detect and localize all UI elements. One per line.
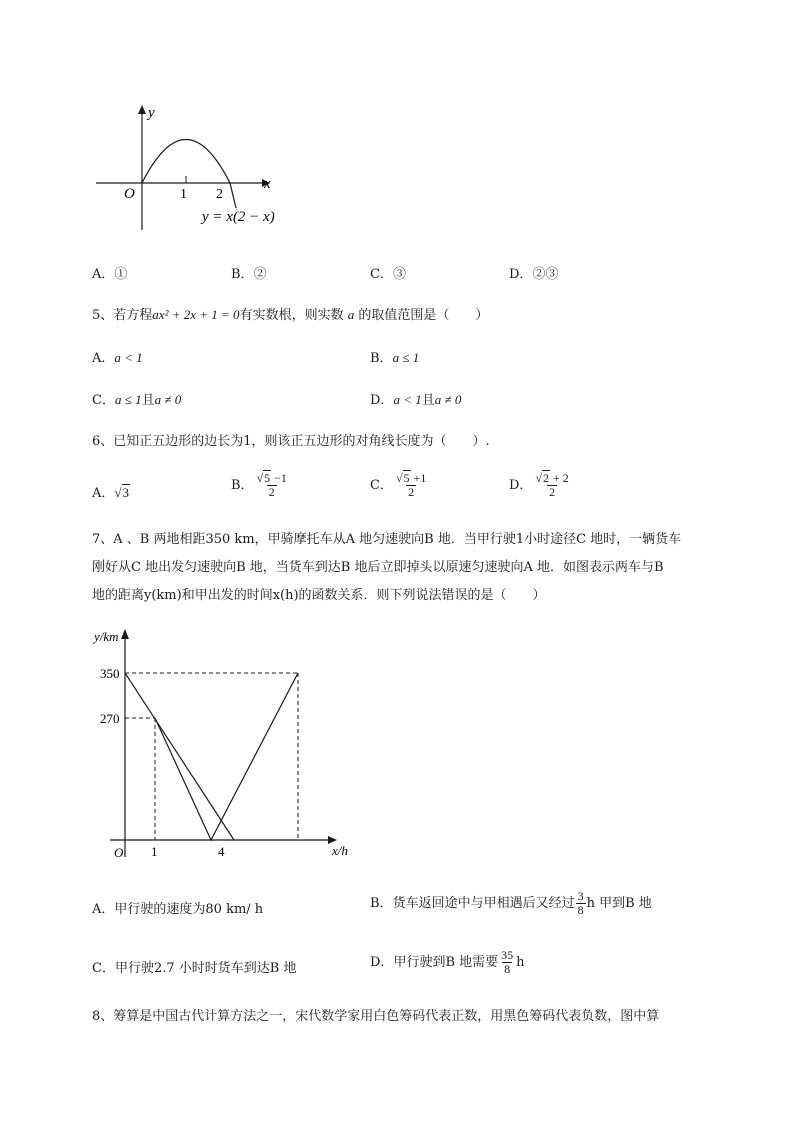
q7-option-c: C．甲行驶2.7 小时时货车到达B 地 bbox=[92, 961, 297, 976]
chart-tick-4: 4 bbox=[218, 844, 225, 859]
q5-option-c: C．a ≤ 1且a ≠ 0 bbox=[92, 392, 182, 408]
q4-option-c: C．③ bbox=[370, 267, 406, 282]
chart-tick-270: 270 bbox=[100, 711, 120, 726]
q5-option-d: D．a < 1且a ≠ 0 bbox=[370, 392, 462, 408]
y-axis-label: y bbox=[148, 105, 155, 121]
q7-option-b: B．货车返回途中与甲相遇后又经过 $\frac{3}{8}$ h 甲到B 地 bbox=[370, 889, 652, 917]
q5-stem: 5、若方程ax² + 2x + 1 = 0有实数根，则实数 a 的取值范围是（ ） bbox=[92, 307, 489, 323]
q6-option-c: C． $\frac{√5 +1}{2}$ bbox=[370, 471, 427, 499]
q4-option-a: A．① bbox=[92, 267, 128, 282]
q7-line-3: 地的距离y(km)和甲出发的时间x(h)的函数关系．则下列说法错误的是（ ） bbox=[92, 588, 546, 603]
q4-option-b: B．② bbox=[231, 267, 267, 282]
q6-option-d: D． $\frac{√2 + 2}{2}$ bbox=[509, 471, 569, 499]
truck-line bbox=[155, 673, 298, 840]
q8-stem: 8、筹算是中国古代计算方法之一，宋代数学家用白色筹码代表正数，用黑色筹码代表负数，图中算 bbox=[92, 1009, 660, 1024]
q7-line-1: 7、A 、B 两地相距350 km，甲骑摩托车从A 地匀速驶向B 地．当甲行驶1小时途径C 地时，一辆货车 bbox=[92, 532, 682, 547]
q6-option-a: A．√3 bbox=[92, 485, 130, 501]
q5-option-a: A．a < 1 bbox=[92, 350, 143, 366]
chart-y-label: y/km bbox=[94, 629, 119, 644]
chart-x-label: x/h bbox=[332, 843, 348, 858]
x-axis-label: x bbox=[264, 176, 271, 192]
motorcycle-line bbox=[125, 673, 234, 840]
q6-option-b: B． $\frac{√5 -1}{2}$ bbox=[231, 471, 287, 499]
distance-time-chart bbox=[92, 625, 357, 865]
q7-option-a: A．甲行驶的速度为80 km/ h bbox=[92, 902, 264, 917]
tick-1-label: 1 bbox=[180, 187, 187, 202]
origin-label: O bbox=[124, 186, 135, 202]
q5-option-b: B．a ≤ 1 bbox=[370, 350, 420, 366]
chart-tick-1: 1 bbox=[151, 844, 158, 859]
chart-y-axis-arrow bbox=[121, 629, 129, 639]
chart-tick-350: 350 bbox=[100, 666, 120, 681]
q7-option-d: D．甲行驶到B 地需要 $\frac{35}{8}$ h bbox=[370, 948, 525, 976]
parabola-figure bbox=[90, 100, 300, 235]
q7-line-2: 刚好从C 地出发匀速驶向B 地，当货车到达B 地后立即掉头以原速匀速驶向A 地．如图表示两车与B bbox=[92, 560, 664, 575]
chart-origin: O bbox=[114, 845, 124, 860]
y-axis-arrow bbox=[138, 105, 146, 114]
q6-stem: 6、已知正五边形的边长为1，则该正五边形的对角线长度为（ ）. bbox=[92, 434, 490, 449]
tick-2-label: 2 bbox=[216, 187, 223, 202]
q4-option-d: D．②③ bbox=[509, 267, 559, 282]
curve-equation: y = x(2 − x) bbox=[202, 209, 275, 225]
